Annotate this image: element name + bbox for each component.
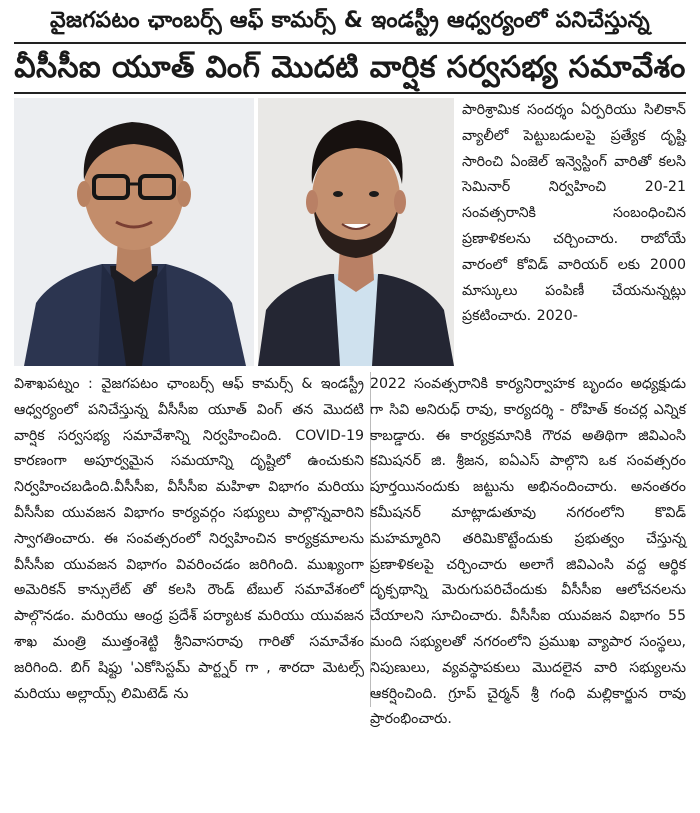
portrait-illustration-1	[14, 98, 254, 366]
headline-line-2: వీసీసీఐ యూత్ వింగ్ మొదటి వార్షిక సర్వసభ్య సమావేశం	[14, 50, 686, 85]
headline-line-1: వైజగపటం ఛాంబర్స్ ఆఫ్ కామర్స్ & ఇండస్ట్రీ ఆధ్వర్యంలో పనిచేస్తున్న	[50, 8, 650, 33]
article-column-right-top	[462, 98, 686, 330]
article-paragraph-right-top: పారిశ్రామిక సందర్శం ఏర్పరియు సిలికాన్ వ్యాలీలో పెట్టుబడులపై ప్రత్యేక దృష్టి సారించి ఏంజెల్ ఇన్వెస్టింగ్ వారితో కలసి సెమినార్ నిర్వహించి 20-21 సంవత్సరానికి సంబంధించిన ప్రణాళికలను చర్చించారు. రాబోయే వారంలో కోవిడ్ వారియర్ లకు 2000 మాస్కులు పంపిణీ చేయనున్నట్లు ప్రకటించారు. 2020-	[462, 102, 686, 325]
article-paragraph-left: విశాఖపట్నం : వైజగపటం ఛాంబర్స్ ఆఫ్ కామర్స్ & ఇండస్ట్రీ ఆధ్వర్యంలో పనిచేస్తున్న వీసీసీఐ యూత్ వింగ్ తన మొదటి వార్షిక సర్వసభ్య సమావేశాన్ని నిర్వహించింది. COVID-19 కారణంగా అపూర్వమైన సమయాన్ని దృష్టిలో ఉంచుకుని నిర్వహించబడింది.వీసీసీఐ, వీసీసీఐ మహిళా విభాగం మరియు వీసీసీఐ యువజన విభాగం కార్యవర్గం సభ్యులు పాల్గొన్నవారిని స్వాగతించారు. ఈ సంవత్సరంలో నిర్వహించిన కార్యక్రమాలను వీసీసీఐ యువజన విభాగం వివరించడం జరిగింది. ముఖ్యంగా అమెరికన్ కాన్సులేట్ తో కలసి రౌండ్ టేబుల్ సమావేశంలో పాల్గొనడం. మరియు ఆంధ్ర ప్రదేశ్ పర్యాటక మరియు యువజన శాఖ మంత్రి ముత్తంశెట్టి శ్రీనివాసరావు గారితో సమావేశం జరిగింది. బిగ్ షిఫ్టు 'ఎకోసిస్టమ్ పార్ట్నర్ గా , శారదా మెటల్స్ మరియు అల్లాయ్స్ లిమిటెడ్ ను	[14, 376, 364, 702]
photo-man-with-glasses	[14, 98, 254, 366]
headline-rule-bottom	[14, 92, 686, 94]
article-column-left	[14, 372, 371, 707]
portrait-illustration-2	[258, 98, 454, 366]
headline-rule-top	[14, 42, 686, 44]
article-column-right-bottom	[370, 372, 686, 733]
article-paragraph-right-bottom: 2022 సంవత్సరానికి కార్యనిర్వాహక బృందం అధ్యక్షుడు గా సివి అనిరుధ్ రావు, కార్యదర్శి - రోహిత్ కంచర్ల ఎన్నిక కాబడ్డారు. ఈ కార్యక్రమానికి గౌరవ అతిథిగా జివిఎంసి కమిషనర్ జి. శ్రీజన, ఐఏఎస్ పాల్గొని ఒక సంవత్సరం పూర్తయినందుకు జట్టును అభినందించారు. అనంతరం కమీషనర్ మాట్లాడుతూవు నగరంలోని కొవిడ్ మహమ్మారిని తరిమికొట్టేందుకు ప్రభుత్వం చేస్తున్న ప్రణాళికలపై చర్చించారు అలాగే జివిఎంసి వద్ద ఆర్థిక దృక్పథాన్ని మెరుగుపరిచేందుకు వీసీసీఐ ఆలోచనలను చేయాలని సూచించారు. వీసీసీఐ యువజన విభాగం 55 మంది సభ్యులతో నగరంలోని ప్రముఖ వ్యాపార సంస్థలు, నిపుణులు, వ్యవస్థాపకులు మొదలైన వారి సభ్యులను ఆకర్షించింది. గ్రూప్ చైర్మన్ శ్రీ గంధి మల్లికార్జున రావు ప్రారంభించారు.	[370, 376, 686, 728]
photo-young-man	[258, 98, 454, 366]
